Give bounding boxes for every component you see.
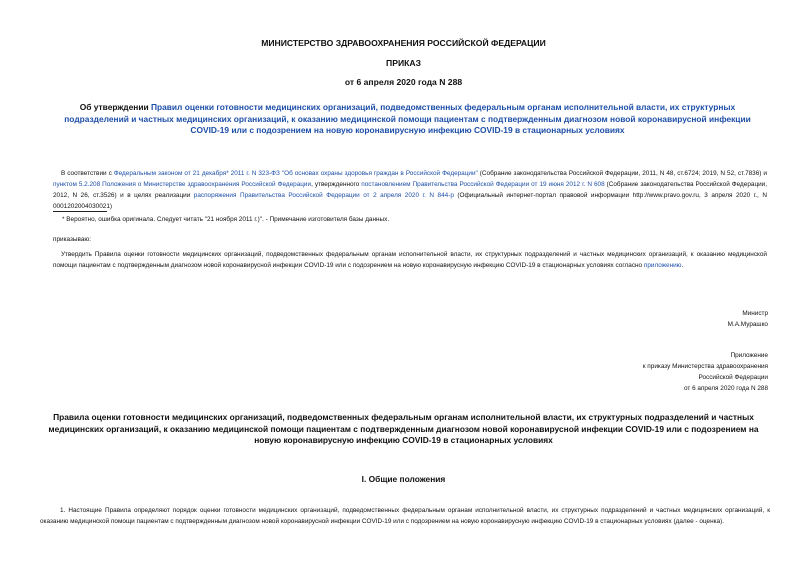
rules-link[interactable]: Правил оценки готовности медицинских организаций, подведомственных федеральным органам исполнительной власти, их структурных подразделений и частных медицинских организаций, к оказанию медицинской помощи пациентам с подтвержденным диагнозом новой коронавирусной инфекции COVID-19 или с подозрением на новую коронавирусную инфекцию COVID-19 в стационарных условиях	[64, 102, 751, 135]
signature-name: М.А.Мурашко	[727, 321, 768, 328]
appendix-block	[643, 350, 768, 394]
order-verb: приказываю:	[53, 236, 91, 243]
approval-title-prefix: Об утверждении	[79, 102, 149, 112]
appendix-link[interactable]: приложению	[643, 262, 682, 269]
appendix-line-4: от 6 апреля 2020 года N 288	[683, 385, 768, 392]
order-paragraph	[53, 249, 767, 271]
order-date: от 6 апреля 2020 года N 288	[344, 77, 463, 87]
order-heading: ПРИКАЗ	[386, 58, 421, 68]
signature-position: Министр	[742, 310, 768, 317]
preamble-text-4: (Собрание законодательства Российской Федерации, 2012, N 26, ст.3526) и в целях реализации	[53, 181, 768, 199]
preamble-paragraph	[53, 168, 767, 212]
signature-block	[728, 308, 768, 330]
preamble-text-2: (Собрание законодательства Российской Федерации, 2011, N 48, ст.6724; 2019, N 52, ст.7836) и	[477, 170, 767, 177]
federal-law-link[interactable]: Федеральным законом от 21 декабря* 2011 г. N 323-ФЗ "Об основах охраны здоровья граждан в Российской Федерации"	[113, 170, 478, 177]
preamble-text-5: (Официальный интернет-портал правовой информации http://www.pravo.gov.ru, 3 апреля 2020 г., N 0001202004030021)	[53, 192, 767, 210]
footnote-divider	[53, 211, 107, 212]
appendix-line-2: к приказу Министерства здравоохранения	[642, 363, 768, 370]
rules-title: Правила оценки готовности медицинских организаций, подведомственных федеральным органам исполнительной власти, их структурных подразделений и частных медицинских организаций, к оказанию медицинской помощи пациентам с подтвержденным диагнозом новой коронавирусной инфекции COVID-19 или с подозрением на новую коронавирусную инфекцию COVID-19 в стационарных условиях	[48, 412, 759, 445]
order-text-2: .	[681, 262, 684, 269]
appendix-line-3: Российской Федерации	[698, 374, 768, 381]
appendix-line-1: Приложение	[730, 352, 768, 359]
clause-1: 1. Настоящие Правила определяют порядок оценки готовности медицинских организаций, подведомственных федеральным органам исполнительной власти, их структурных подразделений и частных медицинских организаций, к оказанию медицинской помощи пациентам с подтвержденным диагнозом новой коронавирусной инфекции COVID-19 или с подозрением на новую коронавирусную инфекцию COVID-19 в стационарных условиях (далее - оценка).	[40, 507, 770, 525]
ministry-regulation-link[interactable]: пунктом 5.2.208 Положения о Министерстве здравоохранения Российской Федерации	[53, 181, 312, 188]
preamble-text-3: , утвержденного	[311, 181, 362, 188]
preamble-text-1: В соответствии с	[61, 170, 114, 177]
approval-title	[52, 102, 763, 137]
government-decree-link[interactable]: постановлением Правительства Российской Федерации от 19 июня 2012 г. N 608	[361, 181, 605, 188]
ministry-heading: МИНИСТЕРСТВО ЗДРАВООХРАНЕНИЯ РОССИЙСКОЙ ФЕДЕРАЦИИ	[261, 38, 546, 48]
government-order-link[interactable]: распоряжения Правительства Российской Федерации от 2 апреля 2020 г. N 844-р	[193, 192, 454, 199]
footnote: * Вероятно, ошибка оригинала. Следует читать "21 ноября 2011 г.)". - Примечание изготовителя базы данных.	[62, 216, 390, 223]
order-text-1: Утвердить Правила оценки готовности медицинских организаций, подведомственных федеральным органам исполнительной власти, их структурных подразделений и частных медицинских организаций, к оказанию медицинской помощи пациентам с подтвержденным диагнозом новой коронавирусной инфекции COVID-19 или с подозрением на новую коронавирусную инфекцию COVID-19 в стационарных условиях согласно	[53, 251, 767, 269]
section-heading: I. Общие положения	[361, 474, 446, 484]
